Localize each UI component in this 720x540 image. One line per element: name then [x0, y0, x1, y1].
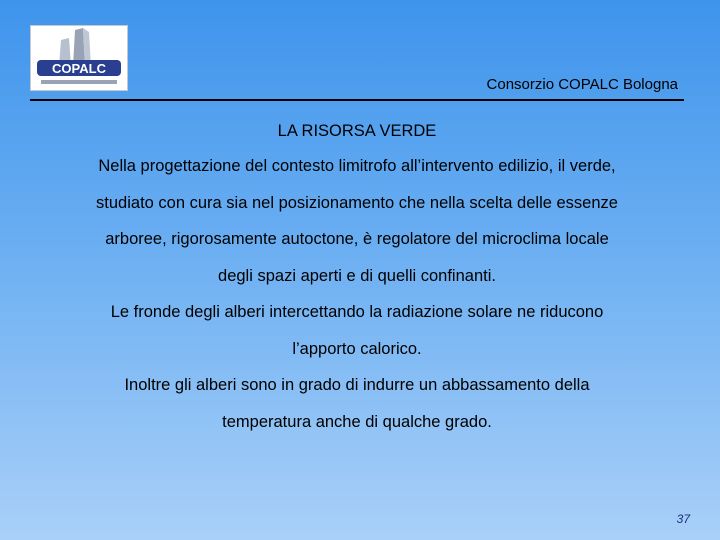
- header-title: Consorzio COPALC Bologna: [486, 76, 678, 93]
- page-number: 37: [676, 512, 690, 526]
- body-line: studiato con cura sia nel posizionamento che nella scelta delle essenze: [96, 193, 618, 212]
- logo-text: COPALC: [52, 61, 106, 76]
- slide-body: [30, 116, 684, 440]
- body-line: arboree, rigorosamente autoctone, è regolatore del microclima locale: [105, 230, 609, 248]
- copalc-logo: [30, 25, 128, 91]
- body-line: Inoltre gli alberi sono in grado di indurre un abbassamento della: [124, 376, 590, 394]
- section-title: LA RISORSA VERDE: [277, 122, 437, 140]
- body-line: temperatura anche di qualche grado.: [222, 412, 492, 431]
- body-line: l’apporto calorico.: [292, 339, 422, 358]
- body-line: degli spazi aperti e di quelli confinanti.: [218, 266, 496, 285]
- body-line: Nella progettazione del contesto limitrofo all’intervento edilizio, il verde,: [98, 157, 616, 175]
- header-divider: [30, 99, 684, 101]
- body-line: Le fronde degli alberi intercettando la radiazione solare ne riducono: [110, 303, 604, 321]
